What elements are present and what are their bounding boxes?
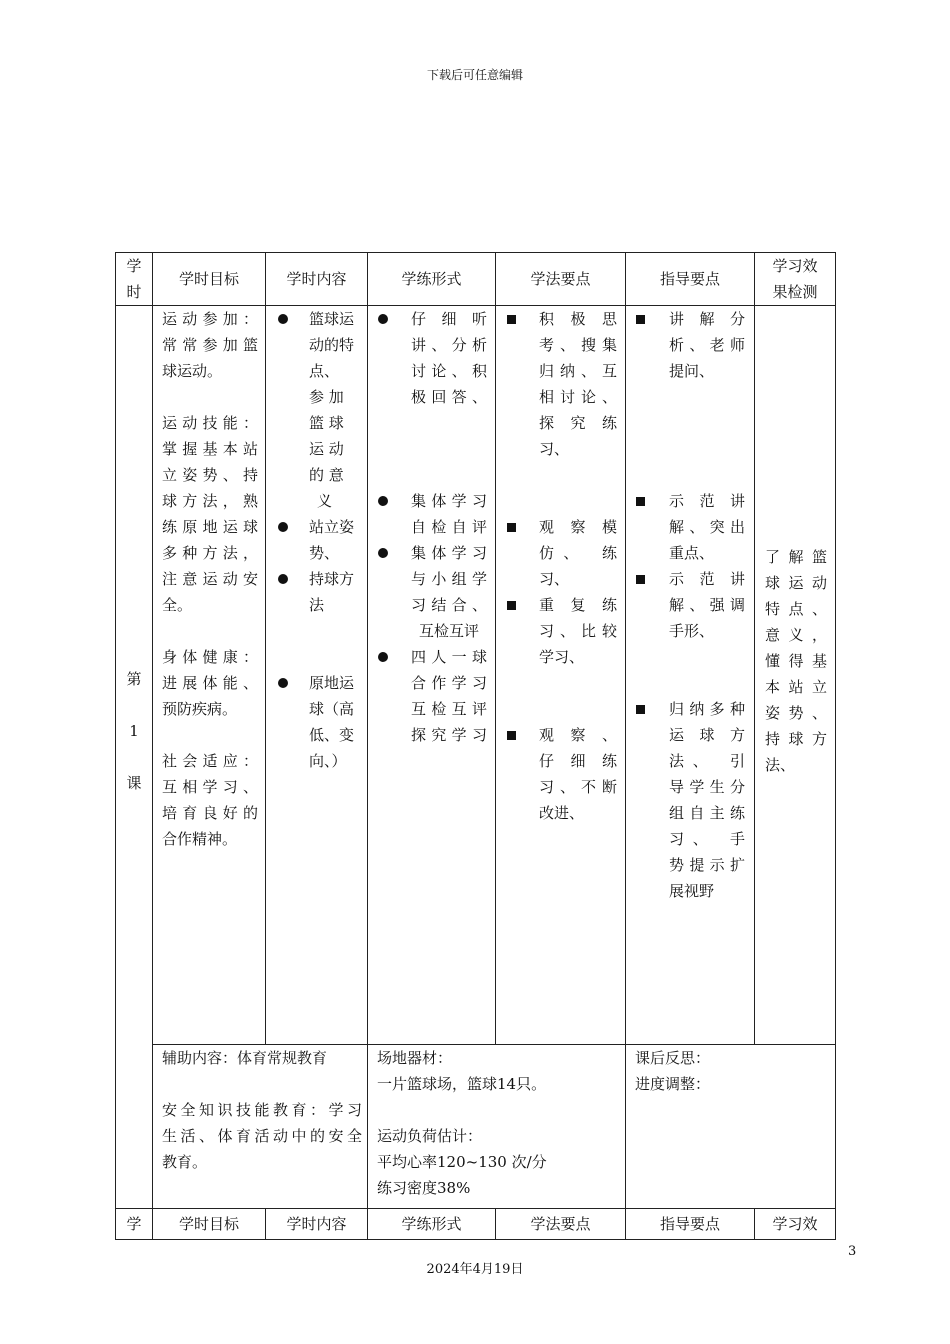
bottom-header-period: 学	[115, 1208, 153, 1240]
content-item-dribble: 原地运 球（高 低、变 向、）	[309, 674, 355, 770]
goal-health: 身体健康： 进展体能、 预防疾病。	[162, 648, 258, 718]
bullet-dot-icon	[378, 652, 388, 662]
bottom-header-effect: 学习效	[754, 1208, 836, 1240]
bullet-dot-icon	[278, 678, 288, 688]
bullet-square-icon	[636, 575, 645, 584]
bullet-dot-icon	[278, 314, 288, 324]
bullet-square-icon	[507, 731, 516, 740]
bottom-header-content: 学时内容	[265, 1208, 368, 1240]
header-period: 学 时	[115, 252, 153, 306]
guide-item-3: 示 范 讲 解、强调 手形、	[669, 570, 745, 640]
content-item-stance: 站立姿 势、	[309, 518, 355, 562]
bullet-square-icon	[636, 497, 645, 506]
form-item-3: 集体学习 与小组学 习结合、 互检互评	[411, 544, 487, 640]
content-item-holding: 持球方 法	[309, 570, 355, 614]
bottom-header-goal: 学时目标	[152, 1208, 266, 1240]
header-form: 学练形式	[367, 252, 496, 306]
form-item-1: 仔 细 听 讲、分析 讨论、积 极回答、	[411, 310, 487, 406]
header-method: 学法要点	[495, 252, 626, 306]
method-item-2: 观 察 模 仿、 练 习、	[539, 518, 617, 588]
aux-content: 辅助内容：体育常规教育 安全知识技能教育：学习 生活、体育活动中的安全 教育。	[162, 1049, 362, 1171]
form-item-2: 集体学习 自检自评	[411, 492, 487, 536]
guide-item-1: 讲 解 分 析、老师 提问、	[669, 310, 745, 380]
header-note: 下载后可任意编辑	[426, 68, 523, 82]
bottom-header-method: 学法要点	[495, 1208, 626, 1240]
header-goal: 学时目标	[152, 252, 266, 306]
content-item-features: 篮球运 动的特 点、 参 加 篮 球 运 动 的 意 义	[309, 310, 355, 510]
period-cell: 第 1 课	[115, 305, 153, 1209]
page-number: 3	[848, 1244, 857, 1259]
goal-social: 社会适应： 互相学习、 培育良好的 合作精神。	[162, 752, 258, 848]
bullet-dot-icon	[378, 496, 388, 506]
bullet-square-icon	[507, 601, 516, 610]
goal-participation: 运动参加： 常常参加篮 球运动。	[162, 310, 258, 380]
bullet-square-icon	[636, 315, 645, 324]
header-effect: 学习效 果检测	[754, 252, 836, 306]
bullet-dot-icon	[278, 522, 288, 532]
method-item-1: 积 极 思 考、搜集 归纳、互 相讨论、 探 究 练 习、	[539, 310, 617, 458]
bottom-header-form: 学练形式	[367, 1208, 496, 1240]
method-item-4: 观 察 、 仔 细 练 习、不断 改进、	[539, 726, 617, 822]
method-item-3: 重 复 练 习、比较 学习、	[539, 596, 617, 666]
reflection-content: 课后反思： 进度调整：	[635, 1049, 711, 1093]
goal-skill: 运动技能： 掌握基本站 立姿势、持 球方法，熟 练原地运球 多种方法， 注意运动安 全。	[162, 414, 258, 614]
bullet-square-icon	[507, 523, 516, 532]
bullet-dot-icon	[378, 548, 388, 558]
bullet-dot-icon	[278, 574, 288, 584]
bullet-square-icon	[507, 315, 516, 324]
guide-cell	[625, 305, 755, 1045]
footer-date: 2024年4月19日	[426, 1262, 524, 1277]
header-guide: 指导要点	[625, 252, 755, 306]
bullet-square-icon	[636, 705, 645, 714]
venue-content: 场地器材： 一片篮球场，篮球14只。 运动负荷估计： 平均心率120~130 次/分 练习密度38%	[377, 1049, 547, 1197]
guide-item-4: 归纳多种 运 球 方 法、 引 导学生分 组自主练 习、 手 势提示扩 展视野	[669, 700, 745, 900]
form-item-4: 四人一球 合作学习 互检互评 探究学习	[411, 648, 487, 744]
effect-text: 了解篮 球运动 特点、 意义， 懂得基 本站立 姿势、 持球方 法、	[765, 548, 827, 774]
bottom-header-guide: 指导要点	[625, 1208, 755, 1240]
header-content: 学时内容	[265, 252, 368, 306]
guide-item-2: 示 范 讲 解、突出 重点、	[669, 492, 745, 562]
bullet-dot-icon	[378, 314, 388, 324]
